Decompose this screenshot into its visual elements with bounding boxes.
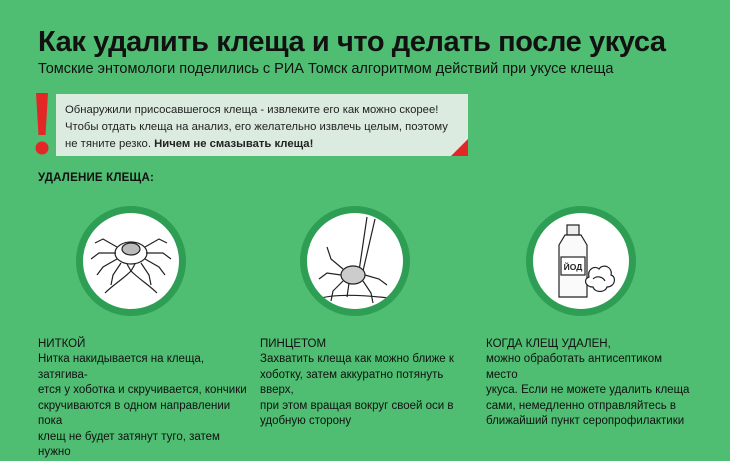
page-subtitle: Томские энтомологи поделились с РИА Томск алгоритмом действий при укусе клеща <box>38 61 614 77</box>
col3-text: можно обработать антисептиком место укуса. Если не можете удалить клеща сами, немедленно отправляйтесь в ближайший пункт серопрофилактики <box>486 353 690 427</box>
tick-with-thread-icon <box>76 206 186 316</box>
alert-bold-text: Ничем не смазывать клеща! <box>154 138 314 150</box>
page-title: Как удалить клеща и что делать после укуса <box>38 26 666 58</box>
section-title: УДАЛЕНИЕ КЛЕЩА: <box>38 172 154 184</box>
exclamation-icon <box>35 93 49 156</box>
col2-heading: ПИНЦЕТОМ <box>260 338 327 350</box>
iodine-bottle-cotton-icon <box>526 206 636 316</box>
iodine-label: ЙОД <box>563 262 583 272</box>
alert-box <box>56 94 468 156</box>
col1-text: Нитка накидывается на клеща, затягива- ется у хоботка и скручивается, кончики скручиваются в одном направлении пока клещ не будет затянут туго, затем нужно <box>38 353 247 458</box>
alert-text: Обнаружили присосавшегося клеща - извлеките его как можно скорее! Чтобы отдать клеща на анализ, его желательно извлечь целым, поэтому не тяните резко. <box>65 104 448 150</box>
col2-text: Захватить клеща как можно ближе к хоботку, затем аккуратно потянуть вверх, при этом вращая вокруг своей оси в удобную сторону <box>260 353 454 427</box>
col3-heading: КОГДА КЛЕЩ УДАЛЕН, <box>486 338 611 350</box>
col1-heading: НИТКОЙ <box>38 338 86 350</box>
corner-triangle-icon <box>451 139 468 156</box>
tweezers-tick-icon <box>300 206 410 316</box>
